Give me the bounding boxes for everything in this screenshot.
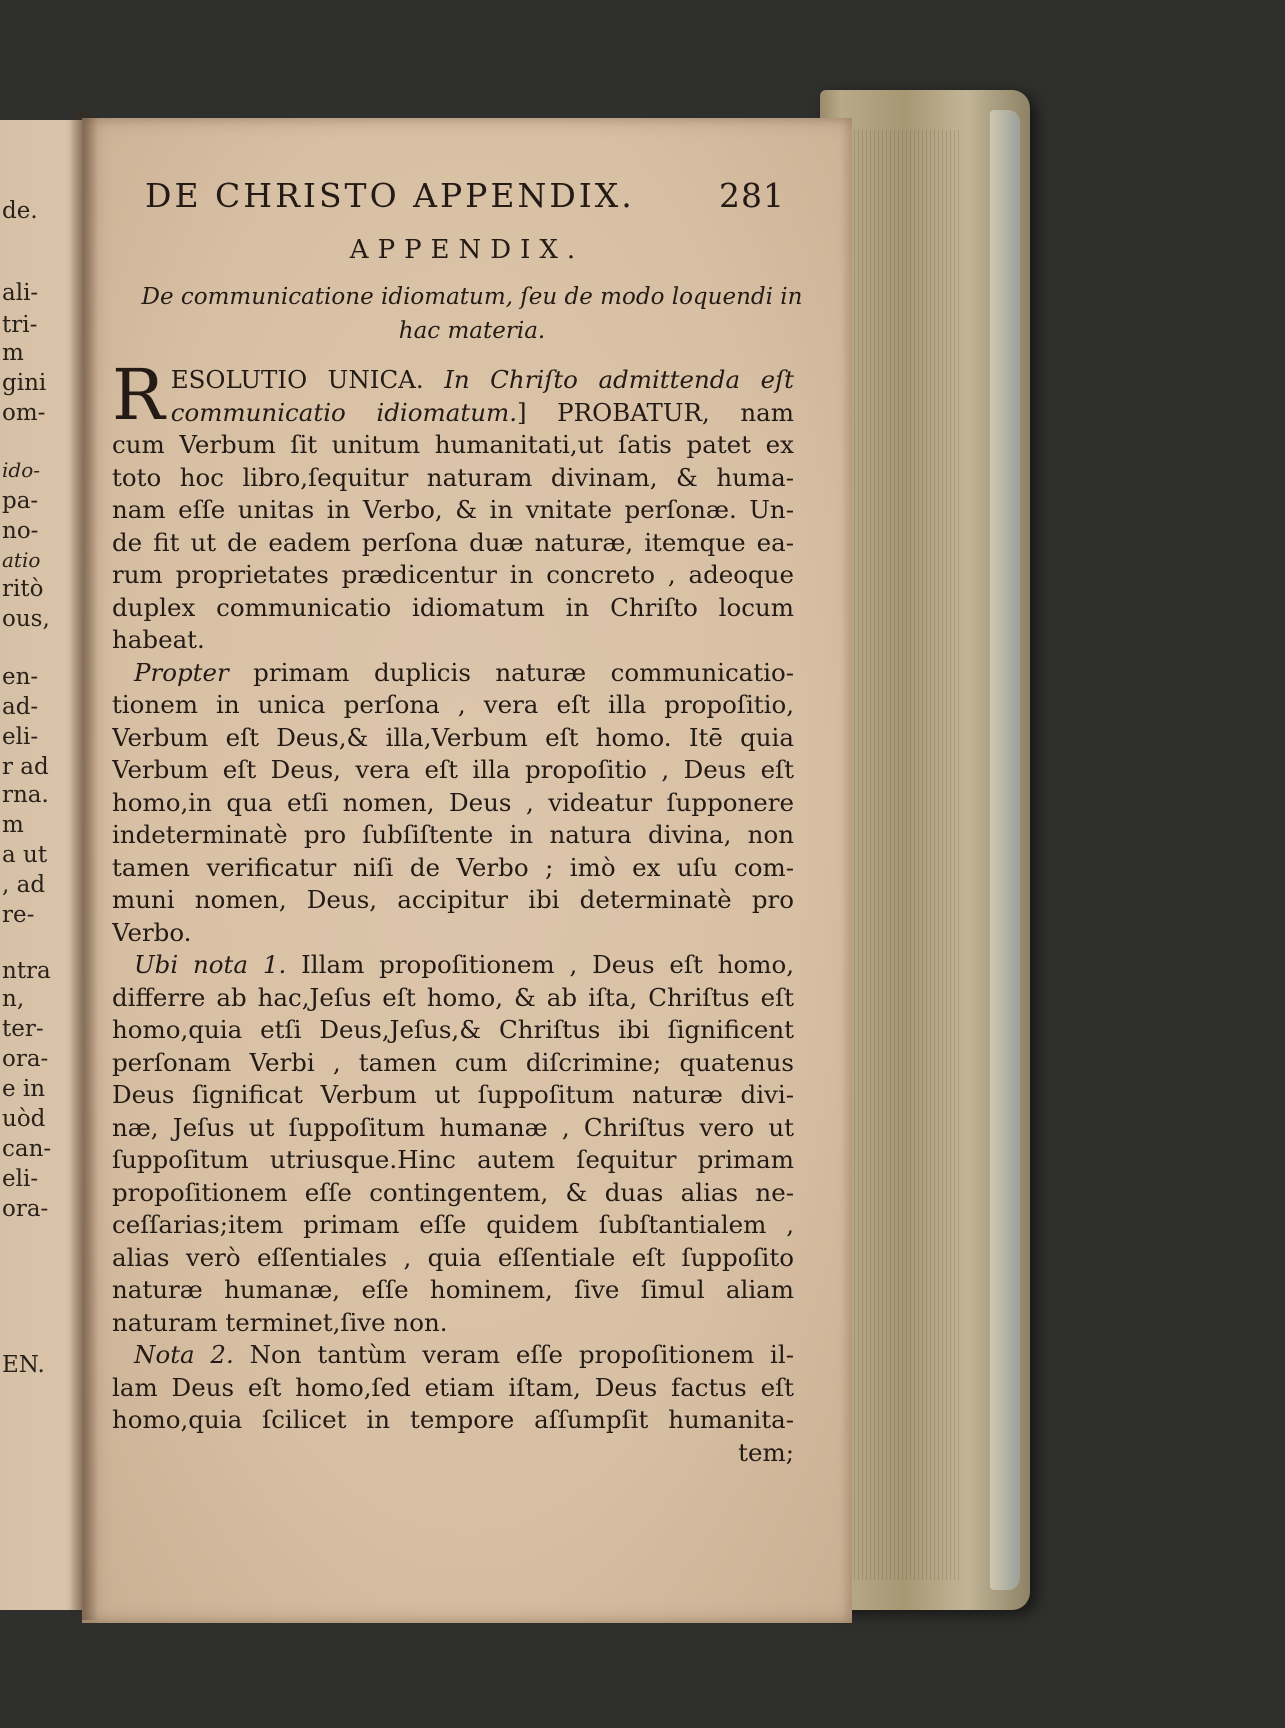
left-page-fragment: de. [2, 198, 38, 224]
text-line [112, 657, 794, 690]
roman-text: muni nomen, Deus, accipitur ibi determinatè pro [112, 885, 794, 914]
text-line [112, 819, 794, 852]
text-line [112, 462, 794, 495]
left-page-fragment: ora- [2, 1046, 49, 1072]
roman-text: ] PROBATUR, nam [517, 397, 794, 427]
left-page-fragment: om- [2, 400, 46, 426]
text-line [112, 1177, 794, 1210]
roman-text: ſuppoſitum utriusque.Hinc autem ſequitur primam [112, 1145, 794, 1174]
subtitle-line-2: hac materia. [398, 318, 546, 344]
left-page-fragment: ter- [2, 1016, 44, 1042]
left-page-fragment: ntra [2, 958, 51, 984]
left-page-fragment: ad- [2, 694, 39, 720]
roman-text: ESOLUTIO UNICA. [170, 365, 445, 394]
body-text [112, 354, 794, 1469]
text-line [112, 1047, 794, 1080]
left-page-fragment: ritò [2, 576, 44, 602]
roman-text: primam duplicis naturæ communicatio- [253, 657, 794, 687]
roman-text: Deus ſignificat Verbum ut ſuppoſitum naturæ divi- [112, 1080, 794, 1109]
roman-text: propoſitionem eſſe contingentem, & duas alias ne- [112, 1177, 794, 1207]
text-line [112, 1242, 794, 1275]
text-line [112, 1209, 794, 1242]
left-page-fragment: m [2, 340, 24, 366]
roman-text: tionem in unica perſona , vera eſt illa propoſitio, [112, 690, 794, 719]
text-line [112, 949, 794, 982]
text-line [112, 754, 794, 787]
text-line [112, 494, 794, 527]
left-page-fragment: ora- [2, 1196, 49, 1222]
page-number: 281 [719, 176, 785, 215]
text-line [171, 397, 794, 430]
section-title: APPENDIX. [349, 235, 585, 265]
section-subtitle [112, 280, 832, 348]
italic-text: Propter [134, 657, 254, 687]
roman-text: rum proprietates prædicentur in concreto , adeoque [112, 560, 794, 589]
left-page-fragment: , ad [2, 872, 46, 898]
text-line [171, 364, 794, 397]
text-line [112, 917, 794, 950]
roman-text: Verbo. [112, 917, 192, 947]
spine-shadow [70, 110, 98, 1620]
roman-text: Illam propoſitionem , Deus eſt homo, [301, 950, 794, 979]
left-page-fragment: can- [2, 1136, 52, 1162]
roman-text: tem; [738, 1437, 794, 1467]
left-page-fragment: ous, [2, 606, 50, 632]
text-line [112, 624, 794, 657]
text-line [112, 1372, 794, 1405]
left-page-fragment: e in [2, 1076, 46, 1102]
left-page-fragment: m [2, 812, 24, 838]
text-line [112, 982, 794, 1015]
roman-text: ceſſarias;item primam eſſe quidem ſubſtantialem , [112, 1210, 794, 1239]
left-page-fragment: rna. [2, 782, 49, 808]
roman-text: cum Verbum ſit unitum humanitati,ut ſatis patet ex [112, 430, 794, 459]
left-page-fragment: EN. [2, 1352, 45, 1378]
text-line [112, 1144, 794, 1177]
roman-text: naturam terminet,ſive non. [112, 1307, 448, 1337]
left-page-fragment: gini [2, 370, 47, 396]
right-page [82, 118, 852, 1623]
left-page-fragment: ido- [2, 458, 40, 482]
text-line [112, 722, 794, 755]
left-page-fragment: atio [2, 548, 41, 572]
drop-cap: R [112, 354, 165, 436]
roman-text: tamen verificatur niſi de Verbo ; imò ex uſu com- [112, 852, 794, 882]
page-edge-lines [850, 130, 960, 1580]
text-line [112, 689, 794, 722]
roman-text: Non tantùm veram eſſe propoſitionem il- [249, 1340, 794, 1369]
roman-text: differre ab hac,Jeſus eſt homo, & ab iſta, Chriſtus eſt [112, 982, 794, 1012]
roman-text: alias verò eſſentiales , quia eſſentiale eſt ſuppoſito [112, 1242, 794, 1272]
left-page-fragment: en- [2, 664, 39, 690]
roman-text: homo,quia etſi Deus,Jeſus,& Chriſtus ibi ſignificent [112, 1015, 794, 1044]
italic-text: Ubi nota 1. [134, 950, 302, 979]
roman-text: homo,in qua etſi nomen, Deus , videatur ſupponere [112, 787, 794, 817]
subtitle-line-1: De communicatione idiomatum, ſeu de modo loquendi in [141, 284, 803, 310]
text-line [112, 527, 794, 560]
roman-text: Verbum eſt Deus, vera eſt illa propoſitio , Deus eſt [112, 755, 794, 784]
text-line [112, 1404, 794, 1437]
roman-text: habeat. [112, 625, 205, 654]
left-page-fragment: r ad [2, 754, 49, 780]
roman-text: toto hoc libro,ſequitur naturam divinam, & huma- [112, 462, 794, 492]
text-line [112, 1307, 794, 1340]
text-line [112, 429, 794, 462]
text-line [112, 592, 794, 625]
roman-text: indeterminatè pro ſubſiſtente in natura divina, non [112, 820, 794, 849]
roman-text: homo,quia ſcilicet in tempore aſſumpſit humanita- [112, 1405, 794, 1434]
text-line [112, 1437, 794, 1470]
roman-text: duplex communicatio idiomatum in Chriſto locum [112, 592, 794, 622]
running-head [145, 176, 785, 215]
roman-text: næ, Jeſus ut ſuppoſitum humanæ , Chriſtus vero ut [112, 1112, 794, 1142]
left-page-fragment: a ut [2, 842, 48, 868]
text-line [112, 787, 794, 820]
text-line [112, 1112, 794, 1145]
text-line [112, 884, 794, 917]
text-line [112, 1274, 794, 1307]
book-cover-edge [990, 110, 1020, 1590]
roman-text: Verbum eſt Deus,& illa,Verbum eſt homo. Itē quia [112, 722, 794, 752]
left-page-fragment: eli- [2, 724, 39, 750]
left-page-fragment: n, [2, 986, 25, 1012]
left-page-fragment: re- [2, 902, 35, 928]
left-page-fragment: pa- [2, 488, 39, 514]
italic-text: communicatio idiomatum. [170, 397, 518, 427]
roman-text: de fit ut de eadem perſona duæ naturæ, itemque ea- [112, 527, 794, 557]
roman-text: nam eſſe unitas in Verbo, & in vnitate perſonæ. Un- [112, 495, 794, 524]
text-line [112, 852, 794, 885]
running-head-title: DE CHRISTO APPENDIX. [145, 176, 635, 215]
left-page-fragment: uòd [2, 1106, 46, 1132]
italic-text: In Chriſto admittenda eſt [444, 365, 794, 394]
left-page-fragment: ali- [2, 280, 39, 306]
text-line [112, 1079, 794, 1112]
text-line [112, 559, 794, 592]
left-page-fragment: tri- [2, 312, 38, 338]
roman-text: perſonam Verbi , tamen cum diſcrimine; quatenus [112, 1047, 794, 1077]
left-page-fragment: eli- [2, 1166, 39, 1192]
roman-text: naturæ humanæ, eſſe hominem, ſive ſimul aliam [112, 1275, 794, 1304]
italic-text: Nota 2. [134, 1340, 250, 1369]
text-line [112, 1339, 794, 1372]
roman-text: lam Deus eſt homo,ſed etiam iſtam, Deus factus eſt [112, 1372, 794, 1402]
text-line [112, 1014, 794, 1047]
left-page-fragment: no- [2, 518, 39, 544]
